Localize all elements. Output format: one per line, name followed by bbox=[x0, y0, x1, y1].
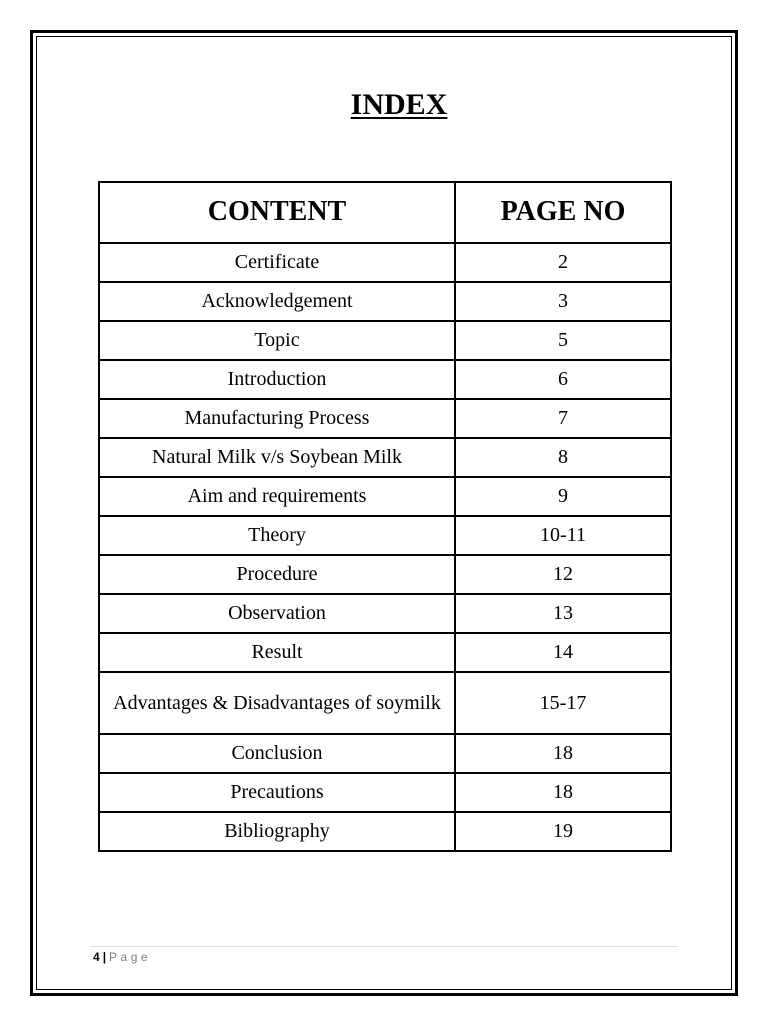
row-page-number: 3 bbox=[455, 282, 671, 321]
table-row bbox=[99, 672, 671, 734]
row-content: Manufacturing Process bbox=[99, 399, 455, 438]
row-content: Bibliography bbox=[99, 812, 455, 851]
footer-separator: | bbox=[102, 950, 107, 964]
row-page-number: 14 bbox=[455, 633, 671, 672]
table-row bbox=[99, 594, 671, 633]
row-content: Advantages & Disadvantages of soymilk bbox=[99, 672, 455, 734]
table-row bbox=[99, 399, 671, 438]
row-page-number: 18 bbox=[455, 734, 671, 773]
row-content: Procedure bbox=[99, 555, 455, 594]
row-page-number: 5 bbox=[455, 321, 671, 360]
row-page-number: 6 bbox=[455, 360, 671, 399]
column-header-page-no: PAGE NO bbox=[455, 182, 671, 243]
row-page-number: 13 bbox=[455, 594, 671, 633]
row-page-number: 9 bbox=[455, 477, 671, 516]
row-page-number: 12 bbox=[455, 555, 671, 594]
table-row bbox=[99, 555, 671, 594]
page-title: INDEX bbox=[350, 88, 448, 121]
row-content: Observation bbox=[99, 594, 455, 633]
index-table bbox=[98, 181, 672, 852]
table-row bbox=[99, 282, 671, 321]
row-content: Introduction bbox=[99, 360, 455, 399]
row-page-number: 7 bbox=[455, 399, 671, 438]
row-content: Conclusion bbox=[99, 734, 455, 773]
table-header-row bbox=[99, 182, 671, 243]
column-header-content: CONTENT bbox=[99, 182, 455, 243]
table-row bbox=[99, 812, 671, 851]
row-content: Natural Milk v/s Soybean Milk bbox=[99, 438, 455, 477]
table-row bbox=[99, 243, 671, 282]
footer-page-number: 4 bbox=[93, 950, 100, 964]
table-row bbox=[99, 360, 671, 399]
row-content: Acknowledgement bbox=[99, 282, 455, 321]
row-content: Aim and requirements bbox=[99, 477, 455, 516]
row-page-number: 10-11 bbox=[455, 516, 671, 555]
footer-page-label: Page bbox=[109, 950, 152, 964]
table-row bbox=[99, 734, 671, 773]
table-row bbox=[99, 321, 671, 360]
row-page-number: 15-17 bbox=[455, 672, 671, 734]
row-page-number: 2 bbox=[455, 243, 671, 282]
table-row bbox=[99, 516, 671, 555]
row-page-number: 8 bbox=[455, 438, 671, 477]
table-row bbox=[99, 477, 671, 516]
table-row bbox=[99, 438, 671, 477]
row-content: Result bbox=[99, 633, 455, 672]
page-footer bbox=[93, 949, 151, 965]
footer-divider bbox=[90, 946, 678, 947]
row-page-number: 19 bbox=[455, 812, 671, 851]
row-content: Topic bbox=[99, 321, 455, 360]
row-page-number: 18 bbox=[455, 773, 671, 812]
table-row bbox=[99, 633, 671, 672]
row-content: Certificate bbox=[99, 243, 455, 282]
row-content: Precautions bbox=[99, 773, 455, 812]
row-content: Theory bbox=[99, 516, 455, 555]
table-row bbox=[99, 773, 671, 812]
